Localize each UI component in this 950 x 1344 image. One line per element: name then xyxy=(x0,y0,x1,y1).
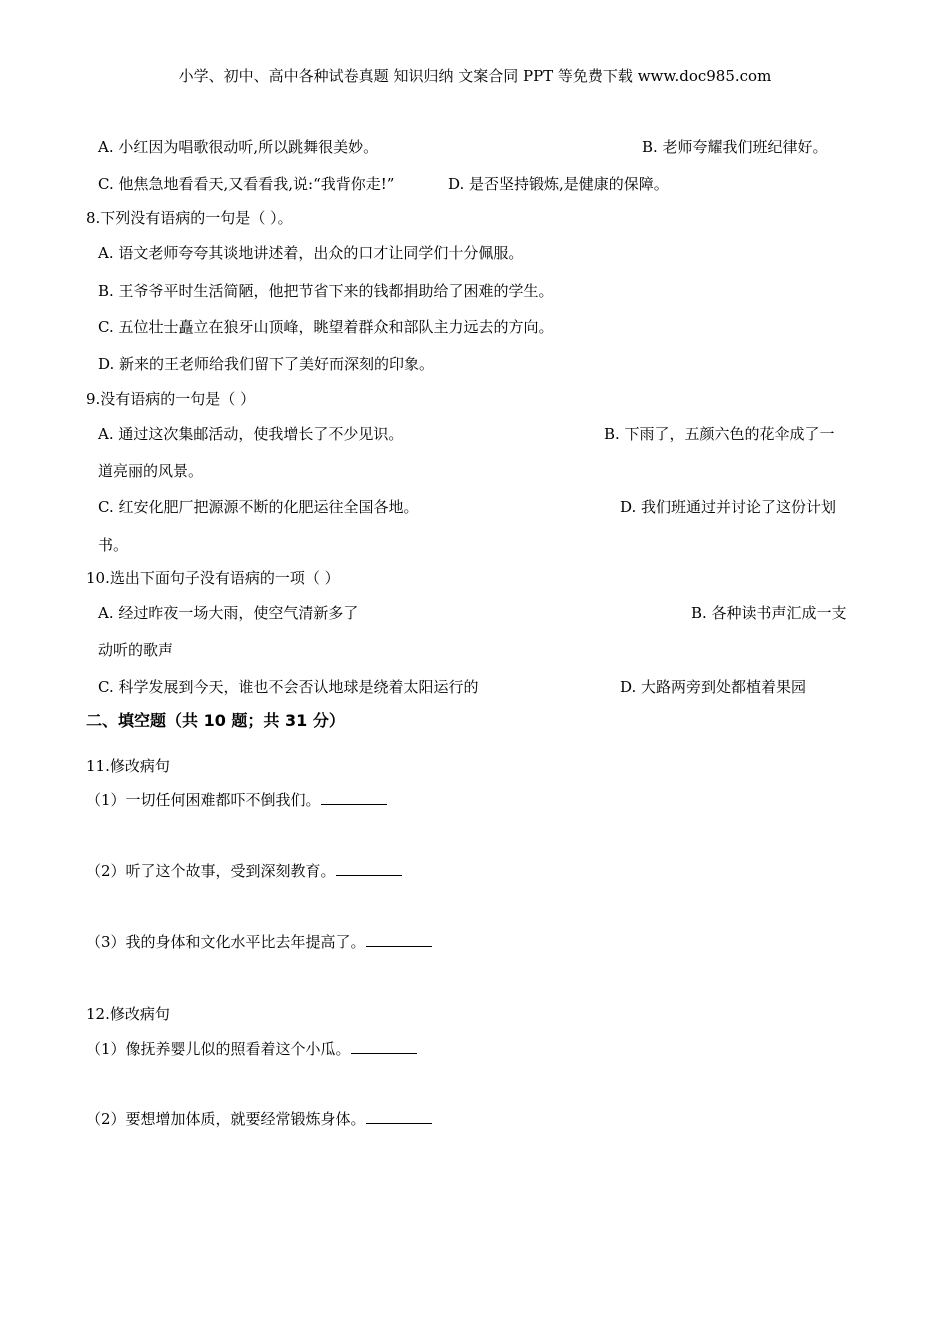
answer-blank[interactable] xyxy=(351,1039,417,1054)
q9-option-b: B. 下雨了，五颜六色的花伞成了一 xyxy=(604,425,835,443)
q8-option-a: A. 语文老师夸夸其谈地讲述着，出众的口才让同学们十分佩服。 xyxy=(98,244,524,262)
answer-blank[interactable] xyxy=(321,790,387,805)
q7-option-b: B. 老师夸耀我们班纪律好。 xyxy=(642,138,828,156)
q11-item-1 xyxy=(86,790,387,810)
q12-item-2-text: （2）要想增加体质，就要经常锻炼身体。 xyxy=(86,1110,366,1128)
q9-option-a: A. 通过这次集邮活动，使我增长了不少见识。 xyxy=(98,425,404,443)
q9-option-d-cont: 书。 xyxy=(98,536,129,554)
q7-option-d: D. 是否坚持锻炼,是健康的保障。 xyxy=(448,175,669,193)
section-title: 二、填空题（共 10 题；共 31 分） xyxy=(86,711,345,730)
q12-item-1 xyxy=(86,1039,417,1059)
q7-option-c: C. 他焦急地看看天,又看看我,说:“我背你走!” xyxy=(98,175,395,193)
q7-option-a: A. 小红因为唱歌很动听,所以跳舞很美妙。 xyxy=(98,138,379,156)
q11-item-3-text: （3）我的身体和文化水平比去年提高了。 xyxy=(86,933,366,951)
answer-blank[interactable] xyxy=(366,1109,432,1124)
q8-option-b: B. 王爷爷平时生活简陋，他把节省下来的钱都捐助给了困难的学生。 xyxy=(98,282,554,300)
q12-item-2 xyxy=(86,1109,432,1129)
q11-stem: 11.修改病句 xyxy=(86,757,170,775)
q9-option-d: D. 我们班通过并讨论了这份计划 xyxy=(620,498,837,516)
q9-option-b-cont: 道亮丽的风景。 xyxy=(98,462,204,480)
q10-option-c: C. 科学发展到今天，谁也不会否认地球是绕着太阳运行的 xyxy=(98,678,479,696)
page-header: 小学、初中、高中各种试卷真题 知识归纳 文案合同 PPT 等免费下载 www.doc985.com xyxy=(178,67,772,85)
q8-option-d: D. 新来的王老师给我们留下了美好而深刻的印象。 xyxy=(98,355,435,373)
q11-item-3 xyxy=(86,932,432,952)
q10-option-a: A. 经过昨夜一场大雨，使空气清新多了 xyxy=(98,604,359,622)
answer-blank[interactable] xyxy=(336,861,402,876)
q9-stem: 9.没有语病的一句是（ ） xyxy=(86,390,256,408)
q11-item-2-text: （2）听了这个故事，受到深刻教育。 xyxy=(86,862,336,880)
q12-item-1-text: （1）像抚养婴儿似的照看着这个小瓜。 xyxy=(86,1040,351,1058)
answer-blank[interactable] xyxy=(366,932,432,947)
q10-option-b: B. 各种读书声汇成一支 xyxy=(691,604,847,622)
q10-option-d: D. 大路两旁到处都植着果园 xyxy=(620,678,807,696)
q8-option-c: C. 五位壮士矗立在狼牙山顶峰，眺望着群众和部队主力远去的方向。 xyxy=(98,318,554,336)
q9-option-c: C. 红安化肥厂把源源不断的化肥运往全国各地。 xyxy=(98,498,419,516)
q10-stem: 10.选出下面句子没有语病的一项（ ） xyxy=(86,569,340,587)
q8-stem: 8.下列没有语病的一句是（ ）。 xyxy=(86,209,293,227)
q11-item-2 xyxy=(86,861,402,881)
q10-option-b-cont: 动听的歌声 xyxy=(98,641,174,659)
q11-item-1-text: （1）一切任何困难都吓不倒我们。 xyxy=(86,791,321,809)
q12-stem: 12.修改病句 xyxy=(86,1005,170,1023)
